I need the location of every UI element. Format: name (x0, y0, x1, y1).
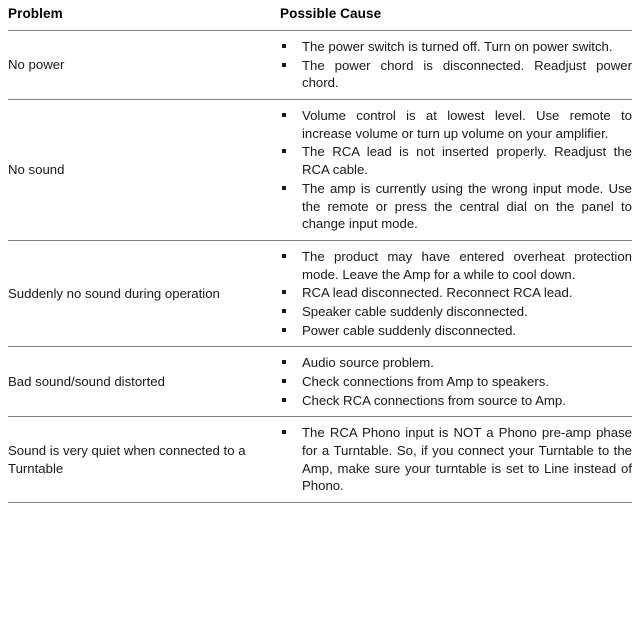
list-item (280, 248, 632, 283)
list-item (280, 354, 632, 372)
list-item-text: The amp is currently using the wrong input mode. Use the remote or press the central dial on the panel to change input mode. (302, 180, 632, 232)
cause-cell (270, 31, 632, 100)
square-bullet-icon (282, 63, 286, 67)
cause-list (280, 107, 632, 233)
cause-cell (270, 240, 632, 346)
square-bullet-icon (282, 309, 286, 313)
square-bullet-icon (282, 360, 286, 364)
problem-cell: No sound (8, 162, 65, 178)
square-bullet-icon (282, 113, 286, 117)
table-row (8, 417, 632, 503)
square-bullet-icon (282, 398, 286, 402)
cause-cell (270, 347, 632, 417)
problem-cell: Suddenly no sound during operation (8, 285, 220, 301)
table-body (8, 31, 632, 503)
problem-cell: Bad sound/sound distorted (8, 373, 165, 389)
cause-list (280, 424, 632, 495)
list-item-text: The RCA Phono input is NOT a Phono pre-amp phase for a Turntable. So, if you connect your Turntable to the Amp, make sure your turntable is set to Line instead of Phono. (302, 425, 632, 494)
list-item-text: RCA lead disconnected. Reconnect RCA lead. (302, 285, 573, 301)
list-item-text: The RCA lead is not inserted properly. Readjust the RCA cable. (302, 144, 632, 178)
cause-list (280, 248, 632, 339)
square-bullet-icon (282, 379, 286, 383)
list-item (280, 57, 632, 92)
list-item (280, 424, 632, 495)
table-row (8, 100, 632, 241)
table-row (8, 240, 632, 346)
list-item-text: Power cable suddenly disconnected. (302, 322, 517, 338)
list-item-text: Audio source problem. (302, 355, 434, 371)
cause-cell (270, 417, 632, 503)
list-item (280, 392, 632, 410)
list-item-text: The power switch is turned off. Turn on power switch. (302, 39, 613, 54)
column-header-problem: Problem (8, 6, 63, 21)
list-item (280, 180, 632, 233)
list-item-text: Check RCA connections from source to Amp. (302, 392, 566, 408)
cause-list (280, 38, 632, 92)
square-bullet-icon (282, 186, 286, 190)
problem-cell: Sound is very quiet when connected to a Turntable (8, 442, 246, 476)
list-item (280, 38, 632, 56)
square-bullet-icon (282, 328, 286, 332)
cause-cell (270, 100, 632, 241)
square-bullet-icon (282, 149, 286, 153)
list-item-text: The power chord is disconnected. Readjust power chord. (302, 57, 632, 91)
list-item-text: Check connections from Amp to speakers. (302, 374, 550, 389)
square-bullet-icon (282, 290, 286, 294)
square-bullet-icon (282, 254, 286, 258)
table-header-row (8, 0, 632, 31)
list-item-text: Speaker cable suddenly disconnected. (302, 303, 528, 319)
table-header (8, 0, 632, 31)
table-row (8, 31, 632, 100)
list-item-text: The product may have entered overheat protection mode. Leave the Amp for a while to cool down. (302, 248, 632, 282)
problem-cell: No power (8, 57, 65, 73)
list-item (280, 322, 632, 340)
square-bullet-icon (282, 430, 286, 434)
column-header-possible-cause: Possible Cause (280, 6, 382, 21)
list-item (280, 107, 632, 142)
troubleshooting-table (8, 0, 632, 503)
list-item (280, 373, 632, 391)
list-item-text: Volume control is at lowest level. Use remote to increase volume or turn up volume on your amplifier. (302, 108, 632, 141)
list-item (280, 303, 632, 321)
table-row (8, 347, 632, 417)
list-item (280, 284, 632, 302)
list-item (280, 143, 632, 178)
square-bullet-icon (282, 44, 286, 48)
cause-list (280, 354, 632, 409)
